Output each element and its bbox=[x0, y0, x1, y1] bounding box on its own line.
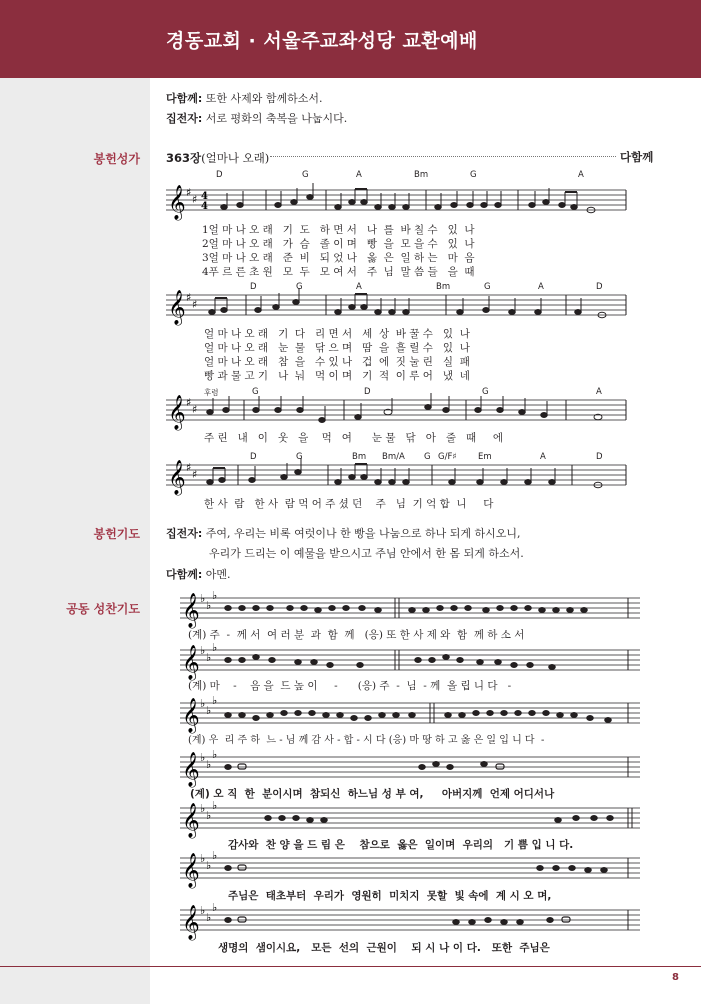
svg-text:♭: ♭ bbox=[200, 904, 206, 917]
svg-text:♭: ♭ bbox=[200, 644, 206, 657]
chord: G bbox=[302, 170, 309, 180]
hymn-lyric-line: 4푸 르 른 초 원 모 두 모 여 서 주 님 말 씀 들 을 때 bbox=[202, 266, 475, 278]
speaker-label: 다함께: bbox=[166, 568, 203, 581]
chord: D bbox=[250, 452, 257, 462]
hymn-lyric-line: 3얼 마 나 오 래 준 비 되 었 나 옳 은 일 하 는 마 음 bbox=[202, 252, 475, 264]
chord: D bbox=[250, 282, 257, 292]
chord: A bbox=[578, 170, 584, 180]
svg-text:𝄞: 𝄞 bbox=[182, 645, 200, 680]
svg-text:♯: ♯ bbox=[186, 291, 192, 304]
chord: A bbox=[596, 387, 602, 397]
svg-text:4: 4 bbox=[201, 191, 208, 202]
chord: G bbox=[424, 452, 431, 462]
chord: A bbox=[356, 282, 362, 292]
hymn-title: (얼마나 오래) bbox=[201, 151, 270, 165]
hymn-number: 363장 bbox=[166, 151, 202, 165]
chant-lyric-line: (계) 마 - 음 을 드 높 이 - (응) 주 - 님 - 께 올 립 니 다 - bbox=[188, 680, 512, 692]
chord: D bbox=[364, 387, 371, 397]
svg-text:♯: ♯ bbox=[192, 193, 198, 206]
hymn-lyric-line: 얼 마 나 오 래 눈 물 닦 으 며 땀 을 흘 릴 수 있 나 bbox=[204, 342, 470, 354]
chord: G bbox=[484, 282, 491, 292]
chant-lyric-line: (계) 우 리 주 하 느 - 님 께 감 사 - 합 - 시 다 (응) 마 땅 하 고 옳 은 일 입 니 다 - bbox=[188, 735, 545, 746]
hymn-participants: 다함께 bbox=[620, 150, 654, 164]
offertory-response bbox=[166, 566, 231, 582]
chord: Bm bbox=[436, 282, 451, 292]
chant-staff-1 bbox=[180, 589, 640, 629]
svg-text:♭: ♭ bbox=[212, 748, 218, 761]
chord: A bbox=[538, 282, 544, 292]
svg-text:♭: ♭ bbox=[206, 911, 212, 924]
svg-text:♭: ♭ bbox=[206, 809, 212, 822]
hymn-staff-1 bbox=[166, 183, 626, 221]
page-number: 8 bbox=[672, 972, 679, 983]
hymn-lyric-line: 2얼 마 나 오 래 가 슴 졸 이 며 빵 을 모 을 수 있 나 bbox=[202, 238, 475, 250]
svg-text:𝄞: 𝄞 bbox=[182, 905, 200, 940]
intro-text: 서로 평화의 축복을 나눕시다. bbox=[205, 112, 348, 125]
section-label-offertory-prayer: 봉헌기도 bbox=[93, 527, 140, 541]
svg-text:♭: ♭ bbox=[200, 697, 206, 710]
svg-text:♯: ♯ bbox=[192, 298, 198, 311]
hymn-lyric-line: 한 사 람 한 사 람 먹 어 주 셨 던 주 님 기 억 합 니 다 bbox=[204, 498, 494, 510]
chord: G bbox=[482, 387, 489, 397]
offertory-prayer-line-2: 우리가 드리는 이 예물을 받으시고 주님 안에서 한 몸 되게 하소서. bbox=[209, 547, 524, 560]
chant-lyric-line: 감사와 찬 양 을 드 림 은 참으로 옳은 일이며 우리의 기 쁨 입 니 다. bbox=[228, 839, 574, 851]
svg-text:♭: ♭ bbox=[212, 901, 218, 914]
svg-text:♯: ♯ bbox=[186, 396, 192, 409]
hymn-lyric-line: 빵 과 물 고 기 나 눠 먹 이 며 기 적 이 루 어 냈 네 bbox=[204, 370, 470, 382]
chant-lyric-line: (계) 주 - 께 서 여 러 분 과 함 께 (응) 또 한 사 제 와 함 께 하 소 서 bbox=[188, 629, 525, 641]
chant-staff-6 bbox=[180, 849, 640, 889]
chord: G/F♯ bbox=[438, 452, 457, 462]
response-text: 아멘. bbox=[205, 568, 231, 581]
chord: G bbox=[470, 170, 477, 180]
svg-text:♯: ♯ bbox=[192, 403, 198, 416]
svg-text:♭: ♭ bbox=[212, 799, 218, 812]
svg-text:♭: ♭ bbox=[212, 849, 218, 862]
footer-rule bbox=[0, 966, 701, 967]
svg-text:♭: ♭ bbox=[200, 852, 206, 865]
chord: D bbox=[596, 282, 603, 292]
hymn-staff-2 bbox=[166, 288, 626, 326]
chord: A bbox=[356, 170, 362, 180]
chant-staff-7 bbox=[180, 901, 640, 941]
chord: G bbox=[296, 452, 303, 462]
hymn-staff-3 bbox=[166, 393, 626, 431]
svg-text:𝄞: 𝄞 bbox=[182, 803, 200, 838]
chord: D bbox=[596, 452, 603, 462]
chant-staff-3 bbox=[180, 694, 640, 734]
svg-text:♯: ♯ bbox=[186, 186, 192, 199]
chant-staff-5 bbox=[180, 799, 640, 839]
chord: Bm/A bbox=[382, 452, 405, 462]
section-label-common-prayer: 공동 성찬기도 bbox=[66, 602, 140, 616]
svg-text:𝄞: 𝄞 bbox=[182, 752, 200, 787]
chant-lyric-line: (계) 오 직 한 분이시며 참되신 하느님 성 부 여, 아버지께 언제 어디서나 bbox=[190, 788, 555, 800]
svg-text:𝄞: 𝄞 bbox=[168, 460, 186, 495]
prayer-text: 주여, 우리는 비록 여럿이나 한 빵을 나눔으로 하나 되게 하시오니, bbox=[205, 527, 521, 540]
svg-text:♭: ♭ bbox=[206, 859, 212, 872]
svg-text:𝄞: 𝄞 bbox=[182, 593, 200, 628]
svg-text:♯: ♯ bbox=[186, 461, 192, 474]
hymn-staff-4 bbox=[166, 458, 626, 496]
chord: G bbox=[296, 282, 303, 292]
svg-text:♭: ♭ bbox=[212, 589, 218, 602]
hymn-lyric-line: 주 린 내 이 웃 을 먹 여 눈 물 닦 아 줄 때 에 bbox=[204, 432, 504, 444]
hymn-lyric-line: 1얼 마 나 오 래 기 도 하 면 서 나 를 바 칠 수 있 나 bbox=[202, 224, 475, 236]
svg-text:♭: ♭ bbox=[206, 599, 212, 612]
speaker-label: 다함께: bbox=[166, 92, 203, 105]
svg-text:♭: ♭ bbox=[212, 694, 218, 707]
svg-text:𝄞: 𝄞 bbox=[182, 698, 200, 733]
chord: Em bbox=[478, 452, 492, 462]
svg-text:♭: ♭ bbox=[200, 802, 206, 815]
offertory-prayer-line-1 bbox=[166, 525, 521, 541]
svg-text:4: 4 bbox=[201, 201, 208, 212]
svg-text:𝄞: 𝄞 bbox=[168, 290, 186, 325]
svg-text:♭: ♭ bbox=[206, 651, 212, 664]
intro-text: 또한 사제와 함께하소서. bbox=[205, 92, 323, 105]
speaker-label: 집전자: bbox=[166, 112, 203, 125]
svg-text:♭: ♭ bbox=[206, 704, 212, 717]
chord: Bm bbox=[414, 170, 429, 180]
svg-text:♭: ♭ bbox=[200, 592, 206, 605]
refrain-label: 후렴 bbox=[204, 388, 219, 397]
chant-staff-2 bbox=[180, 641, 640, 681]
svg-text:𝄞: 𝄞 bbox=[168, 395, 186, 430]
page-title: 경동교회 · 서울주교좌성당 교환예배 bbox=[166, 30, 478, 52]
chant-lyric-line: 주님은 태초부터 우리가 영원히 미치지 못할 빛 속에 계 시 오 며, bbox=[228, 890, 552, 902]
hymn-lyric-line: 얼 마 나 오 래 참 을 수 있 나 겁 에 짓 눌 린 실 패 bbox=[204, 356, 470, 368]
chord: A bbox=[540, 452, 546, 462]
svg-text:♭: ♭ bbox=[200, 751, 206, 764]
chord: Bm bbox=[352, 452, 367, 462]
section-label-offertory-hymn: 봉헌성가 bbox=[93, 152, 140, 166]
chord: D bbox=[216, 170, 223, 180]
speaker-label: 집전자: bbox=[166, 527, 203, 540]
svg-text:𝄞: 𝄞 bbox=[168, 185, 186, 220]
chant-staff-4 bbox=[180, 748, 640, 788]
hymn-lyric-line: 얼 마 나 오 래 기 다 리 면 서 세 상 바 꿀 수 있 나 bbox=[204, 328, 470, 340]
chord: G bbox=[252, 387, 259, 397]
svg-text:♭: ♭ bbox=[212, 641, 218, 654]
svg-text:𝄞: 𝄞 bbox=[182, 853, 200, 888]
svg-text:♭: ♭ bbox=[206, 758, 212, 771]
chant-lyric-line: 생명의 샘이시요, 모든 선의 근원이 되 시 나 이 다. 또한 주님은 bbox=[218, 942, 550, 954]
svg-text:♯: ♯ bbox=[192, 468, 198, 481]
